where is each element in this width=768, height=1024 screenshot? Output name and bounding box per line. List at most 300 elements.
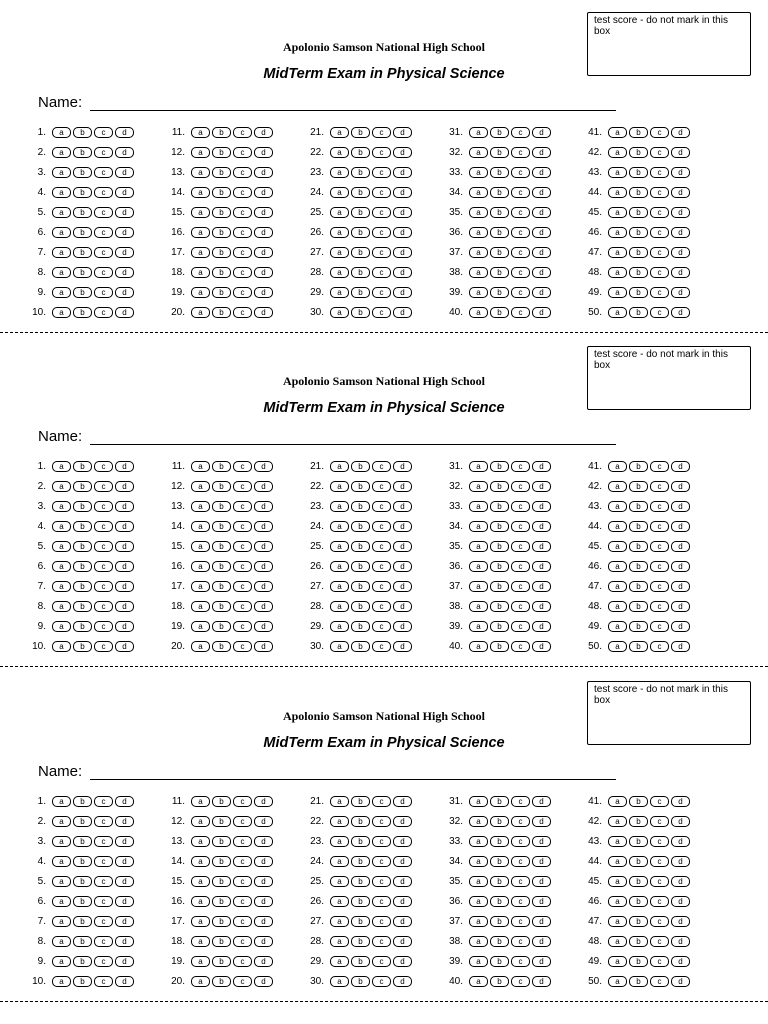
answer-bubble-d[interactable]: d [532,936,551,947]
answer-bubble-b[interactable]: b [73,227,92,238]
answer-bubble-b[interactable]: b [490,461,509,472]
answer-bubble-d[interactable]: d [671,461,690,472]
answer-bubble-b[interactable]: b [212,187,231,198]
answer-bubble-d[interactable]: d [393,561,412,572]
answer-bubble-c[interactable]: c [372,227,391,238]
answer-bubble-a[interactable]: a [608,896,627,907]
answer-bubble-b[interactable]: b [351,601,370,612]
answer-bubble-a[interactable]: a [191,287,210,298]
answer-bubble-a[interactable]: a [191,916,210,927]
answer-bubble-d[interactable]: d [115,227,134,238]
answer-bubble-a[interactable]: a [52,461,71,472]
answer-bubble-d[interactable]: d [115,461,134,472]
answer-bubble-a[interactable]: a [330,521,349,532]
answer-bubble-a[interactable]: a [608,247,627,258]
answer-bubble-b[interactable]: b [73,187,92,198]
answer-bubble-c[interactable]: c [511,501,530,512]
answer-bubble-a[interactable]: a [330,621,349,632]
answer-bubble-a[interactable]: a [469,147,488,158]
answer-bubble-c[interactable]: c [372,541,391,552]
answer-bubble-d[interactable]: d [393,916,412,927]
answer-bubble-c[interactable]: c [511,521,530,532]
answer-bubble-a[interactable]: a [608,641,627,652]
answer-bubble-c[interactable]: c [511,796,530,807]
answer-bubble-d[interactable]: d [254,461,273,472]
answer-bubble-d[interactable]: d [115,187,134,198]
answer-bubble-a[interactable]: a [52,581,71,592]
answer-bubble-c[interactable]: c [650,521,669,532]
answer-bubble-a[interactable]: a [191,956,210,967]
answer-bubble-c[interactable]: c [233,481,252,492]
answer-bubble-d[interactable]: d [671,641,690,652]
answer-bubble-c[interactable]: c [94,621,113,632]
answer-bubble-d[interactable]: d [115,127,134,138]
answer-bubble-a[interactable]: a [330,916,349,927]
answer-bubble-a[interactable]: a [608,127,627,138]
answer-bubble-c[interactable]: c [650,501,669,512]
answer-bubble-c[interactable]: c [511,816,530,827]
answer-bubble-b[interactable]: b [73,561,92,572]
answer-bubble-d[interactable]: d [671,501,690,512]
answer-bubble-a[interactable]: a [52,227,71,238]
answer-bubble-b[interactable]: b [351,461,370,472]
answer-bubble-c[interactable]: c [94,916,113,927]
answer-bubble-c[interactable]: c [233,856,252,867]
answer-bubble-a[interactable]: a [469,936,488,947]
answer-bubble-d[interactable]: d [532,621,551,632]
answer-bubble-b[interactable]: b [629,936,648,947]
answer-bubble-a[interactable]: a [191,856,210,867]
answer-bubble-d[interactable]: d [393,976,412,987]
answer-bubble-c[interactable]: c [650,641,669,652]
answer-bubble-c[interactable]: c [511,581,530,592]
answer-bubble-d[interactable]: d [532,601,551,612]
answer-bubble-a[interactable]: a [608,541,627,552]
answer-bubble-c[interactable]: c [233,127,252,138]
answer-bubble-a[interactable]: a [330,227,349,238]
answer-bubble-b[interactable]: b [490,521,509,532]
answer-bubble-d[interactable]: d [393,936,412,947]
answer-bubble-b[interactable]: b [351,481,370,492]
answer-bubble-c[interactable]: c [94,307,113,318]
answer-bubble-b[interactable]: b [490,247,509,258]
answer-bubble-a[interactable]: a [469,287,488,298]
answer-bubble-d[interactable]: d [532,521,551,532]
answer-bubble-c[interactable]: c [94,247,113,258]
answer-bubble-c[interactable]: c [233,267,252,278]
answer-bubble-b[interactable]: b [212,267,231,278]
answer-bubble-b[interactable]: b [629,187,648,198]
answer-bubble-b[interactable]: b [73,836,92,847]
answer-bubble-b[interactable]: b [212,581,231,592]
answer-bubble-b[interactable]: b [490,796,509,807]
answer-bubble-c[interactable]: c [372,207,391,218]
answer-bubble-d[interactable]: d [532,207,551,218]
answer-bubble-b[interactable]: b [212,621,231,632]
answer-bubble-d[interactable]: d [254,836,273,847]
answer-bubble-b[interactable]: b [212,976,231,987]
answer-bubble-d[interactable]: d [115,581,134,592]
answer-bubble-d[interactable]: d [115,167,134,178]
answer-bubble-b[interactable]: b [212,896,231,907]
answer-bubble-c[interactable]: c [372,956,391,967]
answer-bubble-d[interactable]: d [671,836,690,847]
answer-bubble-d[interactable]: d [671,481,690,492]
answer-bubble-d[interactable]: d [115,481,134,492]
answer-bubble-b[interactable]: b [490,307,509,318]
answer-bubble-c[interactable]: c [233,816,252,827]
answer-bubble-d[interactable]: d [393,836,412,847]
answer-bubble-a[interactable]: a [52,287,71,298]
answer-bubble-a[interactable]: a [469,561,488,572]
answer-bubble-b[interactable]: b [351,267,370,278]
answer-bubble-b[interactable]: b [490,581,509,592]
answer-bubble-a[interactable]: a [191,936,210,947]
answer-bubble-c[interactable]: c [650,956,669,967]
answer-bubble-c[interactable]: c [511,207,530,218]
answer-bubble-a[interactable]: a [608,816,627,827]
answer-bubble-a[interactable]: a [608,521,627,532]
answer-bubble-b[interactable]: b [629,207,648,218]
answer-bubble-a[interactable]: a [469,541,488,552]
answer-bubble-c[interactable]: c [233,287,252,298]
answer-bubble-c[interactable]: c [511,461,530,472]
answer-bubble-a[interactable]: a [469,621,488,632]
answer-bubble-c[interactable]: c [372,127,391,138]
answer-bubble-c[interactable]: c [94,896,113,907]
answer-bubble-d[interactable]: d [393,896,412,907]
answer-bubble-b[interactable]: b [351,976,370,987]
answer-bubble-d[interactable]: d [393,641,412,652]
answer-bubble-c[interactable]: c [233,167,252,178]
answer-bubble-c[interactable]: c [94,287,113,298]
answer-bubble-d[interactable]: d [532,461,551,472]
answer-bubble-c[interactable]: c [650,601,669,612]
answer-bubble-d[interactable]: d [532,287,551,298]
answer-bubble-c[interactable]: c [650,167,669,178]
answer-bubble-d[interactable]: d [393,796,412,807]
answer-bubble-b[interactable]: b [351,876,370,887]
answer-bubble-c[interactable]: c [511,187,530,198]
answer-bubble-c[interactable]: c [94,147,113,158]
answer-bubble-d[interactable]: d [254,287,273,298]
answer-bubble-d[interactable]: d [671,976,690,987]
answer-bubble-c[interactable]: c [650,916,669,927]
answer-bubble-d[interactable]: d [671,621,690,632]
answer-bubble-d[interactable]: d [115,147,134,158]
answer-bubble-b[interactable]: b [73,601,92,612]
answer-bubble-b[interactable]: b [212,307,231,318]
answer-bubble-d[interactable]: d [115,621,134,632]
answer-bubble-d[interactable]: d [671,601,690,612]
answer-bubble-b[interactable]: b [73,856,92,867]
answer-bubble-c[interactable]: c [372,501,391,512]
answer-bubble-d[interactable]: d [254,127,273,138]
answer-bubble-c[interactable]: c [650,207,669,218]
answer-bubble-c[interactable]: c [94,481,113,492]
answer-bubble-a[interactable]: a [52,501,71,512]
answer-bubble-c[interactable]: c [650,621,669,632]
answer-bubble-c[interactable]: c [511,836,530,847]
answer-bubble-c[interactable]: c [233,307,252,318]
answer-bubble-b[interactable]: b [629,287,648,298]
name-field[interactable] [90,779,616,780]
answer-bubble-c[interactable]: c [233,187,252,198]
answer-bubble-d[interactable]: d [115,641,134,652]
answer-bubble-c[interactable]: c [94,227,113,238]
answer-bubble-a[interactable]: a [330,147,349,158]
answer-bubble-b[interactable]: b [629,621,648,632]
answer-bubble-a[interactable]: a [191,836,210,847]
answer-bubble-c[interactable]: c [650,481,669,492]
answer-bubble-a[interactable]: a [469,501,488,512]
answer-bubble-c[interactable]: c [233,541,252,552]
answer-bubble-a[interactable]: a [469,836,488,847]
answer-bubble-d[interactable]: d [671,816,690,827]
answer-bubble-c[interactable]: c [372,147,391,158]
answer-bubble-a[interactable]: a [608,287,627,298]
answer-bubble-b[interactable]: b [490,956,509,967]
answer-bubble-a[interactable]: a [469,956,488,967]
answer-bubble-d[interactable]: d [115,976,134,987]
answer-bubble-b[interactable]: b [73,481,92,492]
answer-bubble-a[interactable]: a [52,267,71,278]
answer-bubble-d[interactable]: d [115,267,134,278]
answer-bubble-b[interactable]: b [490,227,509,238]
answer-bubble-b[interactable]: b [490,187,509,198]
answer-bubble-b[interactable]: b [73,521,92,532]
answer-bubble-d[interactable]: d [671,167,690,178]
answer-bubble-d[interactable]: d [671,267,690,278]
answer-bubble-c[interactable]: c [511,876,530,887]
answer-bubble-d[interactable]: d [115,247,134,258]
answer-bubble-d[interactable]: d [254,307,273,318]
answer-bubble-c[interactable]: c [372,916,391,927]
answer-bubble-b[interactable]: b [351,287,370,298]
answer-bubble-c[interactable]: c [650,896,669,907]
answer-bubble-a[interactable]: a [52,796,71,807]
answer-bubble-b[interactable]: b [490,167,509,178]
answer-bubble-b[interactable]: b [629,501,648,512]
answer-bubble-b[interactable]: b [73,896,92,907]
answer-bubble-b[interactable]: b [490,561,509,572]
answer-bubble-d[interactable]: d [671,796,690,807]
answer-bubble-b[interactable]: b [351,541,370,552]
answer-bubble-d[interactable]: d [254,581,273,592]
name-field[interactable] [90,110,616,111]
answer-bubble-d[interactable]: d [115,896,134,907]
answer-bubble-b[interactable]: b [490,601,509,612]
answer-bubble-c[interactable]: c [233,896,252,907]
answer-bubble-b[interactable]: b [212,916,231,927]
answer-bubble-a[interactable]: a [52,816,71,827]
answer-bubble-b[interactable]: b [212,541,231,552]
answer-bubble-a[interactable]: a [469,187,488,198]
answer-bubble-d[interactable]: d [254,501,273,512]
answer-bubble-a[interactable]: a [52,187,71,198]
answer-bubble-d[interactable]: d [115,501,134,512]
answer-bubble-b[interactable]: b [73,461,92,472]
answer-bubble-c[interactable]: c [94,796,113,807]
answer-bubble-c[interactable]: c [650,287,669,298]
answer-bubble-a[interactable]: a [469,267,488,278]
answer-bubble-c[interactable]: c [511,561,530,572]
answer-bubble-a[interactable]: a [191,501,210,512]
answer-bubble-a[interactable]: a [330,641,349,652]
answer-bubble-c[interactable]: c [650,227,669,238]
answer-bubble-b[interactable]: b [73,876,92,887]
answer-bubble-b[interactable]: b [629,147,648,158]
answer-bubble-b[interactable]: b [351,247,370,258]
answer-bubble-a[interactable]: a [330,976,349,987]
answer-bubble-b[interactable]: b [212,287,231,298]
answer-bubble-d[interactable]: d [254,936,273,947]
answer-bubble-b[interactable]: b [73,641,92,652]
answer-bubble-d[interactable]: d [393,521,412,532]
answer-bubble-b[interactable]: b [629,836,648,847]
answer-bubble-b[interactable]: b [73,621,92,632]
answer-bubble-a[interactable]: a [330,167,349,178]
answer-bubble-c[interactable]: c [372,856,391,867]
answer-bubble-d[interactable]: d [393,167,412,178]
answer-bubble-c[interactable]: c [372,836,391,847]
answer-bubble-d[interactable]: d [532,147,551,158]
answer-bubble-c[interactable]: c [372,816,391,827]
answer-bubble-c[interactable]: c [511,147,530,158]
answer-bubble-a[interactable]: a [608,936,627,947]
answer-bubble-c[interactable]: c [94,976,113,987]
answer-bubble-a[interactable]: a [469,307,488,318]
answer-bubble-b[interactable]: b [351,147,370,158]
answer-bubble-d[interactable]: d [532,481,551,492]
answer-bubble-b[interactable]: b [73,976,92,987]
answer-bubble-b[interactable]: b [351,796,370,807]
answer-bubble-c[interactable]: c [233,601,252,612]
answer-bubble-d[interactable]: d [393,287,412,298]
answer-bubble-d[interactable]: d [671,541,690,552]
answer-bubble-b[interactable]: b [629,461,648,472]
answer-bubble-c[interactable]: c [511,167,530,178]
answer-bubble-c[interactable]: c [650,976,669,987]
answer-bubble-d[interactable]: d [532,641,551,652]
answer-bubble-d[interactable]: d [115,521,134,532]
answer-bubble-b[interactable]: b [629,167,648,178]
answer-bubble-d[interactable]: d [254,541,273,552]
answer-bubble-d[interactable]: d [393,207,412,218]
answer-bubble-a[interactable]: a [608,916,627,927]
answer-bubble-b[interactable]: b [629,541,648,552]
answer-bubble-d[interactable]: d [671,227,690,238]
answer-bubble-a[interactable]: a [191,267,210,278]
answer-bubble-b[interactable]: b [212,836,231,847]
answer-bubble-d[interactable]: d [671,521,690,532]
answer-bubble-b[interactable]: b [73,307,92,318]
answer-bubble-d[interactable]: d [254,167,273,178]
answer-bubble-a[interactable]: a [608,876,627,887]
answer-bubble-d[interactable]: d [115,856,134,867]
answer-bubble-b[interactable]: b [490,856,509,867]
answer-bubble-d[interactable]: d [393,227,412,238]
answer-bubble-a[interactable]: a [469,167,488,178]
answer-bubble-d[interactable]: d [254,796,273,807]
answer-bubble-a[interactable]: a [52,127,71,138]
answer-bubble-d[interactable]: d [532,127,551,138]
answer-bubble-c[interactable]: c [94,561,113,572]
answer-bubble-d[interactable]: d [671,247,690,258]
answer-bubble-c[interactable]: c [372,581,391,592]
answer-bubble-b[interactable]: b [629,896,648,907]
answer-bubble-b[interactable]: b [73,581,92,592]
answer-bubble-a[interactable]: a [330,481,349,492]
answer-bubble-c[interactable]: c [233,207,252,218]
answer-bubble-b[interactable]: b [351,187,370,198]
answer-bubble-b[interactable]: b [212,641,231,652]
answer-bubble-d[interactable]: d [532,836,551,847]
answer-bubble-d[interactable]: d [532,856,551,867]
answer-bubble-a[interactable]: a [191,541,210,552]
answer-bubble-d[interactable]: d [393,541,412,552]
answer-bubble-a[interactable]: a [330,936,349,947]
answer-bubble-a[interactable]: a [330,287,349,298]
answer-bubble-b[interactable]: b [629,127,648,138]
answer-bubble-a[interactable]: a [52,856,71,867]
answer-bubble-c[interactable]: c [233,936,252,947]
answer-bubble-d[interactable]: d [115,956,134,967]
answer-bubble-a[interactable]: a [191,896,210,907]
answer-bubble-d[interactable]: d [115,287,134,298]
answer-bubble-d[interactable]: d [671,936,690,947]
answer-bubble-a[interactable]: a [52,207,71,218]
answer-bubble-d[interactable]: d [532,227,551,238]
answer-bubble-c[interactable]: c [372,287,391,298]
answer-bubble-d[interactable]: d [532,541,551,552]
answer-bubble-d[interactable]: d [254,876,273,887]
answer-bubble-d[interactable]: d [393,601,412,612]
answer-bubble-d[interactable]: d [254,481,273,492]
answer-bubble-d[interactable]: d [254,896,273,907]
answer-bubble-c[interactable]: c [372,876,391,887]
answer-bubble-c[interactable]: c [650,187,669,198]
answer-bubble-b[interactable]: b [212,127,231,138]
answer-bubble-b[interactable]: b [351,127,370,138]
answer-bubble-d[interactable]: d [671,307,690,318]
answer-bubble-c[interactable]: c [233,561,252,572]
answer-bubble-d[interactable]: d [671,916,690,927]
answer-bubble-c[interactable]: c [233,521,252,532]
answer-bubble-c[interactable]: c [511,976,530,987]
answer-bubble-a[interactable]: a [469,816,488,827]
answer-bubble-a[interactable]: a [191,127,210,138]
answer-bubble-c[interactable]: c [94,856,113,867]
answer-bubble-d[interactable]: d [115,876,134,887]
answer-bubble-b[interactable]: b [73,247,92,258]
answer-bubble-d[interactable]: d [393,307,412,318]
answer-bubble-a[interactable]: a [191,816,210,827]
answer-bubble-d[interactable]: d [532,267,551,278]
answer-bubble-b[interactable]: b [629,521,648,532]
answer-bubble-a[interactable]: a [52,481,71,492]
answer-bubble-b[interactable]: b [212,167,231,178]
answer-bubble-a[interactable]: a [330,187,349,198]
answer-bubble-b[interactable]: b [212,501,231,512]
answer-bubble-a[interactable]: a [608,581,627,592]
answer-bubble-b[interactable]: b [490,267,509,278]
answer-bubble-a[interactable]: a [608,501,627,512]
answer-bubble-a[interactable]: a [608,621,627,632]
answer-bubble-c[interactable]: c [94,521,113,532]
answer-bubble-b[interactable]: b [490,207,509,218]
answer-bubble-d[interactable]: d [393,127,412,138]
